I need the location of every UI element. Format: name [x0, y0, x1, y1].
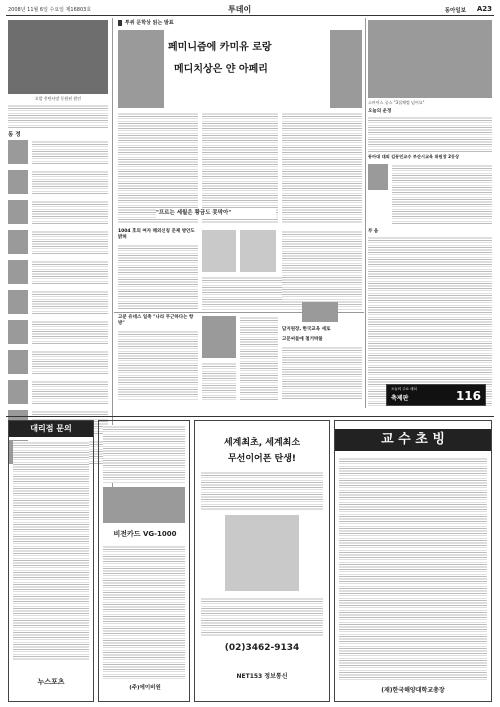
ad-ep-title-2: 무선이어폰 탄생! [227, 454, 297, 464]
mid-heading-1: 고분 유네스 일축 "나라 무근하다는 항방" [118, 315, 194, 326]
ad-vg-title: 비전카드 VG-1000 [113, 530, 177, 538]
person-text [32, 320, 108, 344]
person-text [32, 350, 108, 374]
mid-heading-2: 담지원장, 한국교육 세로 [282, 327, 331, 332]
ad-earphone [194, 420, 330, 702]
ad-prof-org: (재)한국해양대학교총장 [381, 687, 445, 694]
mid-heading-3: 고문씨들에 철거박물 [282, 337, 323, 342]
feature-title-1: 페미니즘에 카미유 로랑 [168, 42, 272, 52]
person-photo [8, 290, 28, 314]
right-portrait [368, 164, 388, 190]
ad-left-title: 대리점 문의 [9, 421, 93, 437]
badge-line-2: 축제판 [391, 395, 409, 402]
person-text [32, 290, 108, 314]
ad-ep-title-1: 세계최초, 세계최소 [223, 438, 301, 448]
ad-ep-phone: (02)3462-9134 [224, 643, 300, 653]
ad-divider [6, 416, 494, 417]
person-photo [8, 320, 28, 344]
feature-photo-left [118, 30, 164, 108]
person-photo [8, 170, 28, 194]
person-photo [8, 230, 28, 254]
page-header [6, 4, 494, 16]
mid-text-2 [240, 316, 278, 400]
person-text [32, 140, 108, 164]
mid-text-1 [118, 330, 198, 400]
newspaper-page [6, 4, 494, 703]
right-sub-1: 오늘의 운정 [368, 109, 392, 114]
person-photo [8, 350, 28, 374]
right-photo-caption: 스마이스 공스 "3집체법 넘어요" [368, 100, 425, 105]
ad-visioncard [98, 420, 190, 702]
right-top-photo [368, 20, 492, 98]
ad-ep-desc [201, 471, 323, 511]
feature-kicker: 투위 문학상 읽는 발표 [125, 20, 174, 26]
ad-ep-brand: NET153 정보통신 [236, 673, 288, 680]
ad-ep-spec [201, 597, 323, 637]
box-text [118, 244, 198, 310]
badge-line-1: 오늘의 주요 매치 [391, 387, 417, 391]
right-text-3 [368, 236, 492, 406]
ad-prof-title: 교 수 초 빙 [335, 429, 491, 451]
ad-left-brand: 누스포츠 [37, 678, 65, 686]
left-top-photo [8, 20, 108, 94]
center-right-text-2 [282, 346, 362, 400]
person-text [32, 170, 108, 194]
ad-ep-image [225, 515, 299, 591]
right-text-2 [392, 164, 492, 224]
person-photo [8, 260, 28, 284]
mid-photo [202, 316, 236, 358]
center-right-text [282, 230, 362, 300]
ad-prof-text [339, 457, 487, 681]
person-photo [8, 380, 28, 404]
person-text [32, 380, 108, 404]
badge-number: 116 [455, 389, 481, 403]
box-heading: 1004 호의 여자 해외신칭 문제 방안도 밝혀 [118, 229, 195, 240]
person-photo [8, 200, 28, 224]
ad-vg-company: (주)에이비원 [129, 685, 161, 691]
section-title: 투데이 [228, 5, 252, 14]
kicker-mark [118, 20, 122, 26]
mid-text-3 [202, 362, 236, 400]
ad-professor [334, 420, 492, 702]
right-sub-2: 부 음 [368, 229, 379, 234]
ad-left-text [13, 441, 89, 661]
person-photo [8, 140, 28, 164]
ad-vg-text [103, 545, 185, 679]
column-divider [365, 18, 366, 408]
issue-date: 2008년 11월 6일 수요일 제16803호 [8, 7, 92, 13]
feature-col-3 [282, 112, 362, 224]
ad-left [8, 420, 94, 702]
ad-vg-image [103, 487, 185, 523]
portrait-1 [202, 230, 236, 272]
center-right-photo [302, 302, 338, 322]
feature-photo-right [330, 30, 362, 108]
notice-subhead: 동 정 [8, 132, 21, 138]
right-text-1 [368, 116, 492, 152]
left-top-text [8, 104, 108, 128]
page-number: A23 [476, 5, 492, 13]
right-sub-3: 동아대 대외 김동민교수 부산시교육 위원장 2등상 [368, 154, 460, 159]
lottery-badge [386, 384, 486, 406]
portrait-2 [240, 230, 276, 272]
feature-title-2: 메디치상은 얀 아페리 [174, 64, 268, 74]
paper-name: 동아일보 [444, 8, 466, 14]
left-photo-caption: 오발 총탄사망 동원된 원인 [34, 96, 82, 101]
ad-vg-top-text [103, 425, 185, 483]
feature-quote: "프르는 세월은 황금도 못막아" [156, 208, 276, 218]
person-text [32, 200, 108, 224]
person-text [32, 230, 108, 254]
person-text [32, 260, 108, 284]
